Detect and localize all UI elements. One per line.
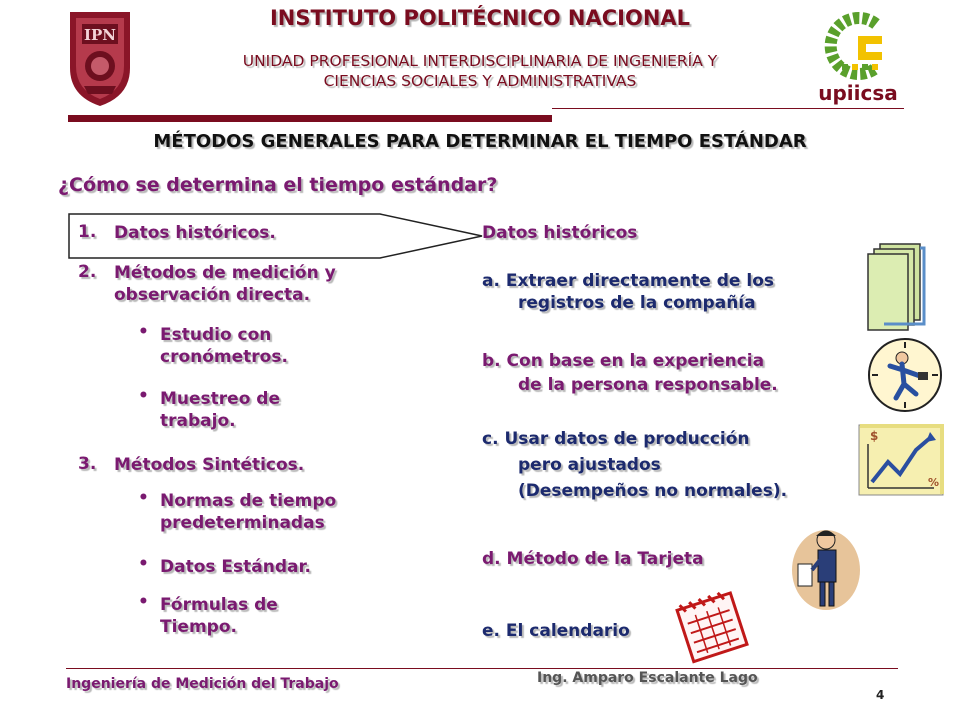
course-name: Ingeniería de Medición del Trabajo [66, 676, 339, 692]
unit-subtitle-line2: CIENCIAS SOCIALES Y ADMINISTRATIVAS [323, 72, 637, 90]
item3-sub3-line1: Fórmulas de [160, 595, 278, 615]
item2-text-line1: Métodos de medición y [114, 263, 336, 283]
institution-title: INSTITUTO POLITÉCNICO NACIONAL [269, 6, 691, 30]
item3-text: Métodos Sintéticos. [114, 455, 305, 475]
item1-text: Datos históricos. [114, 223, 276, 243]
point-c-line3: (Desempeños no normales). [518, 481, 788, 501]
point-c-line1: c. Usar datos de producción [482, 429, 750, 449]
author-name: Ing. Amparo Escalante Lago [537, 670, 758, 686]
item3-sub3-line2: Tiempo. [160, 617, 237, 637]
item2-sub2-line2: trabajo. [160, 411, 236, 431]
item2-sub2-line1: Muestreo de [160, 389, 281, 409]
bullet-dot: • [138, 386, 149, 406]
calendar-icon [670, 586, 756, 668]
footer-rule [66, 668, 898, 669]
unit-subtitle-line1: UNIDAD PROFESIONAL INTERDISCIPLINARIA DE INGENIERÍA Y [242, 52, 718, 70]
point-c-line2: pero ajustados [518, 455, 661, 475]
point-e: e. El calendario [482, 621, 630, 641]
question-text: ¿Cómo se determina el tiempo estándar? [58, 174, 498, 196]
svg-text:IPN: IPN [83, 26, 117, 44]
bullet-dot: • [138, 592, 149, 612]
header-thin-rule [552, 108, 904, 109]
right-heading: Datos históricos [482, 223, 638, 243]
item2-sub1-line2: cronómetros. [160, 347, 288, 367]
item3-sub2: Datos Estándar. [160, 557, 311, 577]
point-a-line2: registros de la compañía [518, 293, 756, 313]
point-d: d. Método de la Tarjeta [482, 549, 704, 569]
page-number: 4 [876, 688, 885, 702]
point-a-line1: a. Extraer directamente de los [482, 271, 774, 291]
item2-sub1-line1: Estudio con [160, 325, 272, 345]
svg-text:upiicsa: upiicsa [818, 81, 898, 105]
header-thick-rule [68, 115, 552, 122]
item3-sub1-line2: predeterminadas [160, 513, 325, 533]
svg-text:$: $ [870, 429, 879, 443]
item3-sub1-line1: Normas de tiempo [160, 491, 337, 511]
time-card-man-icon [786, 524, 860, 614]
clock-running-man-icon [866, 336, 944, 414]
bullet-dot: • [138, 554, 149, 574]
item3-number: 3. [78, 454, 97, 474]
item1-number: 1. [78, 222, 97, 242]
item2-number: 2. [78, 262, 97, 282]
item2-text-line2: observación directa. [114, 285, 311, 305]
documents-stack-icon [864, 240, 926, 332]
bullet-dot: • [138, 488, 149, 508]
rising-chart-icon [858, 424, 944, 496]
svg-text:%: % [928, 476, 940, 489]
slide-title: MÉTODOS GENERALES PARA DETERMINAR EL TIEMPO ESTÁNDAR [153, 131, 807, 152]
point-b-line2: de la persona responsable. [518, 375, 778, 395]
bullet-dot: • [138, 322, 149, 342]
point-b-line1: b. Con base en la experiencia [482, 351, 765, 371]
